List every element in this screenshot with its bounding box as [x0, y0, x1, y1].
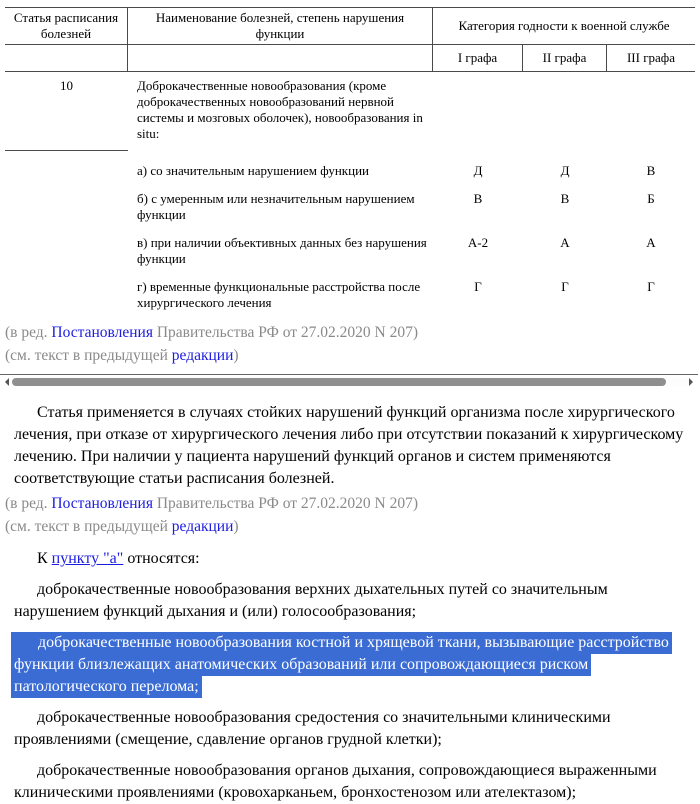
previous-edition-link[interactable]: редакции [171, 518, 234, 535]
table-row-a-grafa1: Д [473, 163, 483, 178]
empty-cell [5, 223, 128, 267]
previous-edition-prefix: (см. текст в предыдущей [5, 518, 172, 535]
paragraph-item-selected [11, 632, 692, 698]
table-row-b-grafa1: В [473, 191, 483, 206]
document-body [5, 402, 692, 804]
article-application-paragraph: Статья применяется в случаях стойких нарушений функций организма после хирургического лечения, при отказе от хирургического лечения либо при отсутствии показаний к хирургическому лечению. При наличии у пациента нарушений функций органов и систем применяются соответствующие статьи расписания болезней. [14, 404, 684, 487]
table-row-b-grafa3: Б [647, 191, 655, 206]
table-row-g-label: г) временные функциональные расстройства после хирургического лечения [137, 279, 421, 310]
table-row-v-grafa1: А-2 [467, 235, 489, 250]
header-disease-name-column: Наименование болезней, степень нарушения функции [128, 7, 433, 45]
edition-note [5, 321, 700, 344]
empty-cell [523, 72, 607, 151]
paragraph-item-mediastinum: доброкачественные новообразования средостения со значительными клиническими проявлениями (смещение, сдавление органов грудной клетки); [14, 709, 611, 748]
table-row-v-grafa2: А [560, 235, 570, 250]
empty-cell [433, 72, 523, 151]
previous-edition-note-2 [5, 515, 692, 538]
header-grafa-2: II графа [523, 45, 607, 72]
previous-edition-prefix: (см. текст в предыдущей [5, 347, 172, 364]
edition-note-suffix: Правительства РФ от 27.02.2020 N 207) [152, 495, 419, 512]
edition-note-prefix: (в ред. [5, 495, 52, 512]
table-row-v-grafa3: А [646, 235, 656, 250]
header-fitness-category-column: Категория годности к военной службе [433, 7, 695, 45]
empty-cell [607, 72, 695, 151]
selected-text: доброкачественные новообразования костной и хрящевой ткани, вызывающие расстройство функции близлежащих анатомических образований или сопровождающиеся риском патологического перелома; [14, 634, 669, 695]
paragraph-item-respiratory-tract: доброкачественные новообразования верхних дыхательных путей со значительным нарушением функций дыхания и (или) голосообразования; [14, 581, 608, 620]
text-selection-highlight [11, 632, 672, 698]
point-a-prefix: К [37, 550, 52, 567]
previous-edition-suffix: ) [233, 518, 239, 535]
empty-cell [5, 179, 128, 223]
table-notes [5, 321, 700, 367]
header-grafa-1: I графа [433, 45, 523, 72]
table-row-a-label: а) со значительным нарушением функции [137, 163, 369, 178]
header-article-column: Статья расписания болезней [5, 7, 128, 45]
table-row-g-grafa1: Г [474, 279, 482, 294]
diseases-schedule-table [5, 7, 695, 311]
resolution-link[interactable]: Постановления [51, 495, 153, 512]
table-row-g-grafa2: Г [561, 279, 569, 294]
scroll-right-icon[interactable] [689, 378, 697, 386]
article-number: 10 [5, 72, 128, 151]
edition-note-suffix: Правительства РФ от 27.02.2020 N 207) [152, 324, 419, 341]
edition-note-2 [5, 492, 692, 515]
previous-edition-suffix: ) [233, 347, 239, 364]
point-a-suffix: относятся: [123, 550, 200, 567]
previous-edition-link[interactable]: редакции [171, 347, 234, 364]
table-row-a-grafa3: В [646, 163, 656, 178]
point-a-link[interactable]: пункту "а" [51, 550, 124, 567]
point-a-heading [14, 548, 692, 570]
table-row-g-grafa3: Г [647, 279, 655, 294]
header-grafa-3: III графа [607, 45, 695, 72]
header-empty-cell-1 [5, 45, 128, 72]
edition-note-prefix: (в ред. [5, 324, 52, 341]
scrollbar-track[interactable] [9, 377, 689, 386]
table-row-v-label: в) при наличии объективных данных без нарушения функции [137, 235, 427, 266]
scroll-left-icon[interactable] [1, 378, 9, 386]
table-row-b-grafa2: В [560, 191, 570, 206]
header-empty-cell-2 [128, 45, 433, 72]
paragraph-item-respiratory-organs: доброкачественные новообразования органов дыхания, сопровождающиеся выраженными клиническими проявлениями (кровохарканьем, бронхостенозом или ателектазом); [14, 762, 657, 801]
article-title: Доброкачественные новообразования (кроме доброкачественных новообразований нервной системы и мозговых оболочек), новообразования in situ: [137, 78, 423, 141]
scrollbar-thumb[interactable] [12, 378, 666, 386]
resolution-link[interactable]: Постановления [51, 324, 153, 341]
empty-cell [5, 151, 128, 179]
table-row-a-grafa2: Д [560, 163, 570, 178]
previous-edition-note [5, 344, 700, 367]
empty-cell [5, 267, 128, 311]
horizontal-scrollbar[interactable] [0, 374, 698, 388]
table-row-b-label: б) с умеренным или незначительным нарушением функции [137, 191, 415, 222]
